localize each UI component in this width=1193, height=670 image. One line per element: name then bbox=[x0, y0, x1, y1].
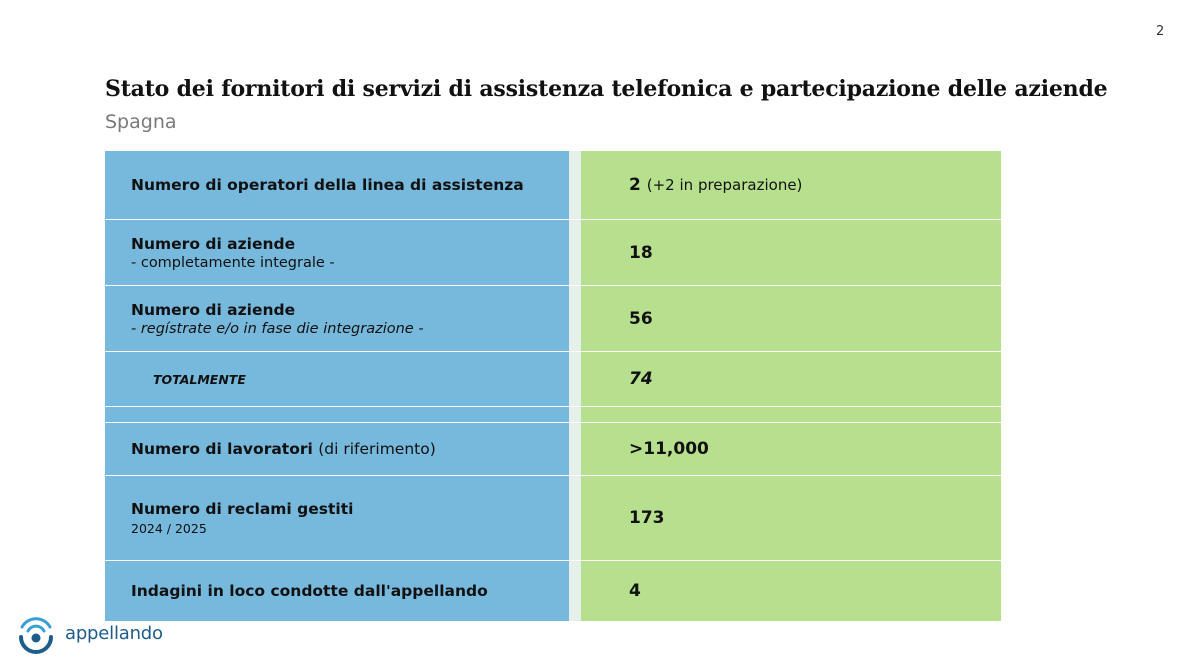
row-label: Numero di reclami gestiti bbox=[131, 500, 354, 518]
row-label-extra: (di riferimento) bbox=[318, 440, 436, 458]
row-label: Numero di aziende bbox=[131, 300, 296, 319]
row-value: 2 (+2 in preparazione) bbox=[629, 175, 803, 195]
table-row bbox=[105, 286, 1001, 351]
total-value: 74 bbox=[629, 369, 653, 389]
logo-text: appellando bbox=[65, 622, 163, 644]
row-value-cell bbox=[581, 476, 1001, 560]
table-row bbox=[105, 476, 1001, 560]
row-value-cell bbox=[581, 561, 1001, 621]
spacer-row bbox=[105, 407, 1001, 422]
row-value: 4 bbox=[629, 581, 641, 601]
row-value-extra: (+2 in preparazione) bbox=[646, 176, 803, 194]
row-label: Numero di lavoratori (di riferimento) bbox=[131, 440, 436, 458]
table-row bbox=[105, 220, 1001, 285]
total-label: TOTALMENTE bbox=[153, 371, 246, 387]
row-period: 2024 / 2025 bbox=[131, 521, 207, 536]
table-row bbox=[105, 423, 1001, 475]
row-label-cell bbox=[105, 352, 569, 406]
row-label-cell bbox=[105, 220, 569, 285]
row-value-cell bbox=[581, 352, 1001, 406]
row-label-cell bbox=[105, 423, 569, 475]
row-value-cell bbox=[581, 151, 1001, 219]
row-label: Indagini in loco condotte dall'appellando bbox=[131, 582, 488, 600]
row-value-cell bbox=[581, 220, 1001, 285]
stats-table bbox=[105, 151, 1001, 621]
table-row-total bbox=[105, 352, 1001, 406]
row-label-cell bbox=[105, 286, 569, 351]
row-label-cell bbox=[105, 151, 569, 219]
logo-icon bbox=[16, 612, 56, 654]
row-sublabel: - regístrate e/o in fase die integrazione - bbox=[131, 320, 424, 337]
row-value: 173 bbox=[629, 508, 665, 528]
row-label-cell bbox=[105, 476, 569, 560]
row-value-cell bbox=[581, 423, 1001, 475]
table-row bbox=[105, 561, 1001, 621]
row-label: Numero di aziende bbox=[131, 234, 296, 253]
row-sublabel: - completamente integrale - bbox=[131, 254, 335, 271]
row-value: >11,000 bbox=[629, 439, 709, 459]
table-row bbox=[105, 151, 1001, 219]
page-number: 2 bbox=[1156, 24, 1165, 39]
row-label-cell bbox=[105, 561, 569, 621]
appellando-logo bbox=[16, 612, 163, 654]
page-subtitle: Spagna bbox=[105, 111, 177, 133]
page-title: Stato dei fornitori di servizi di assistenza telefonica e partecipazione delle aziende bbox=[105, 76, 1108, 102]
row-value-cell bbox=[581, 286, 1001, 351]
row-value: 56 bbox=[629, 308, 653, 329]
row-value: 18 bbox=[629, 242, 653, 263]
row-label: Numero di operatori della linea di assistenza bbox=[131, 176, 524, 194]
